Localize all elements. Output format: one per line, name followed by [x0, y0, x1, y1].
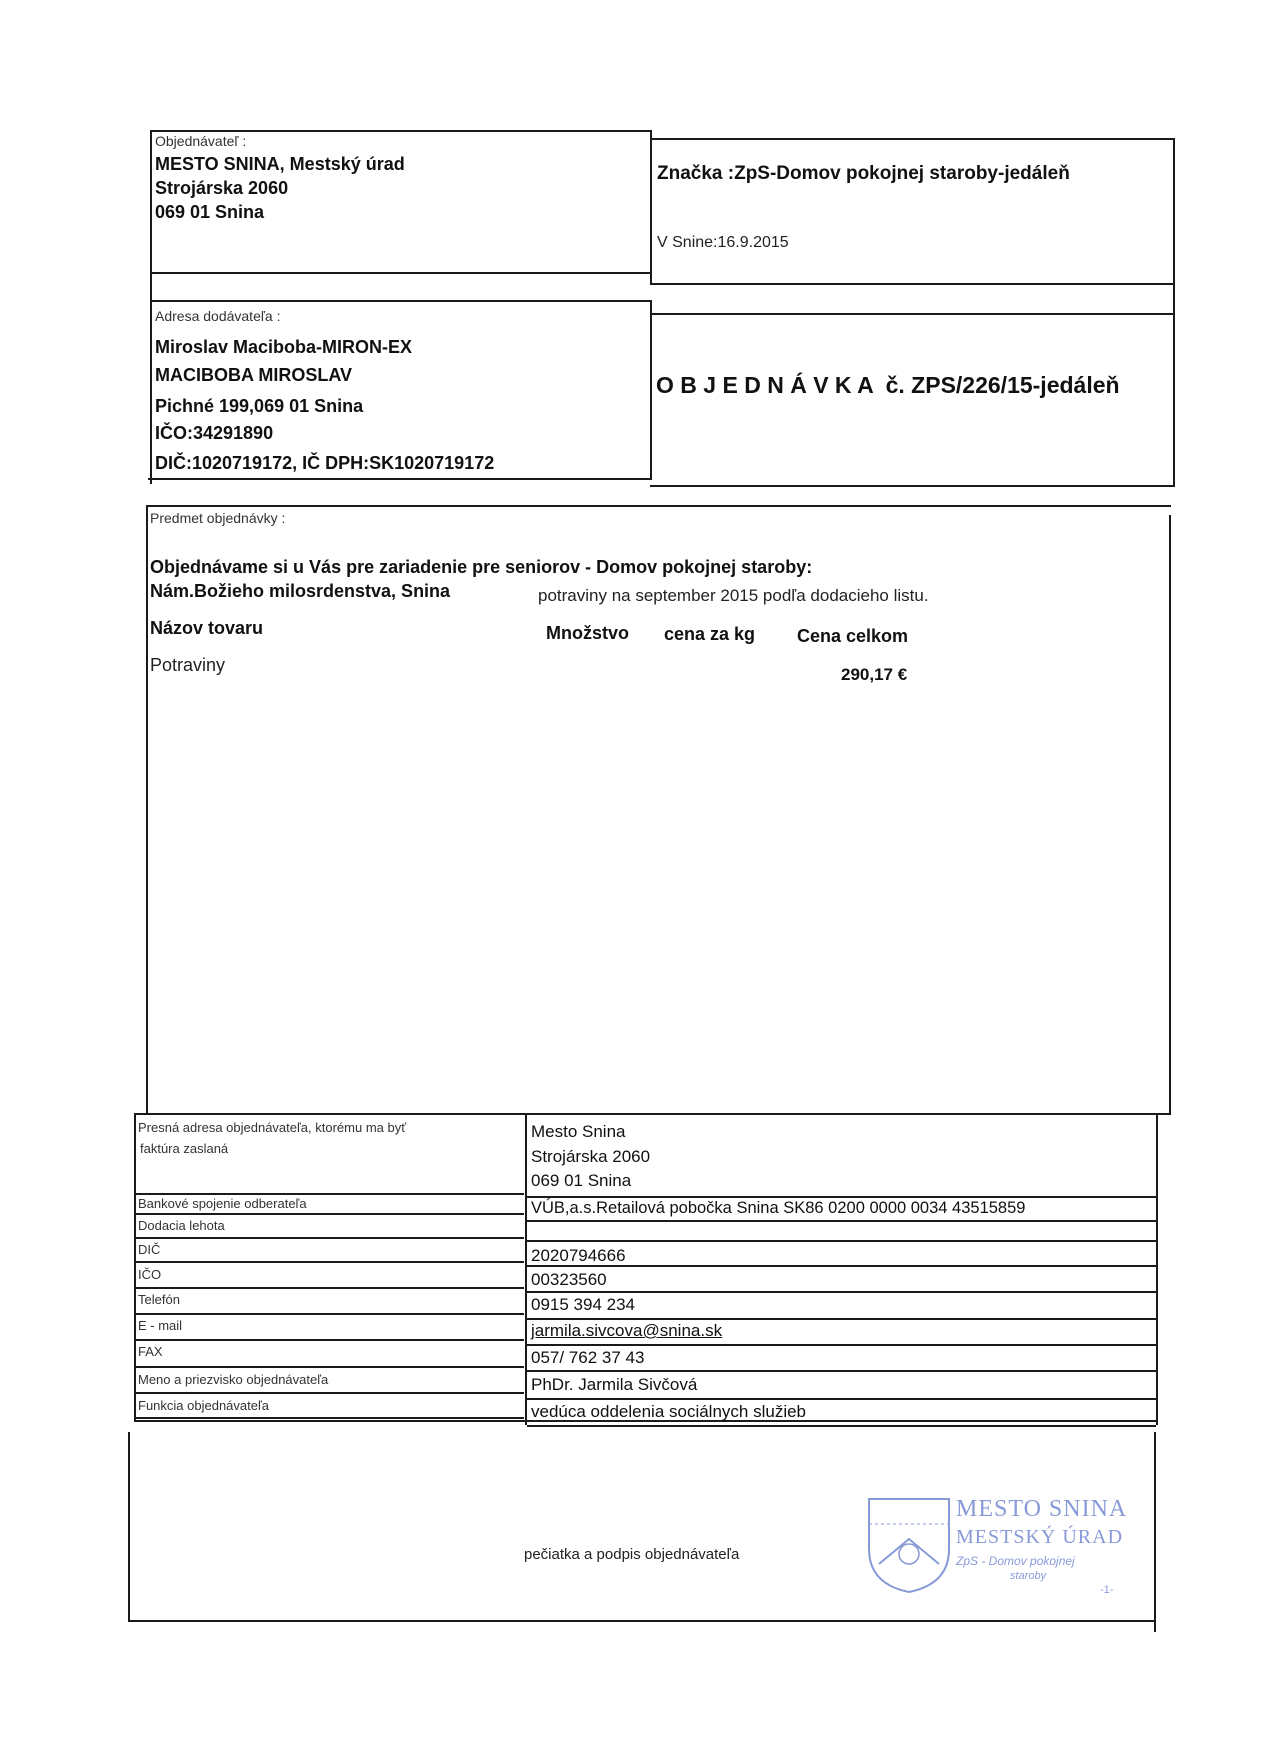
supplier-label: Adresa dodávateľa :: [155, 308, 281, 324]
order-title: O B J E D N Á V K A č. ZPS/226/15-jedáleň: [656, 372, 1120, 398]
subject-label: Predmet objednávky :: [150, 510, 286, 526]
invoice-address-label-2: faktúra zaslaná: [140, 1141, 229, 1156]
name-label: Meno a priezvisko objednávateľa: [138, 1372, 329, 1387]
bank-value: VÚB,a.s.Retailová pobočka Snina SK86 0200 0000 0034 43515859: [531, 1199, 1026, 1217]
item-total: 290,17 €: [841, 665, 908, 684]
supplier-address: Pichné 199,069 01 Snina: [155, 396, 364, 416]
dic-value: 2020794666: [531, 1246, 626, 1265]
orderer-city: 069 01 Snina: [155, 202, 265, 222]
ico-label: IČO: [138, 1267, 162, 1282]
stamp-line1: MESTO SNINA: [956, 1496, 1128, 1522]
function-value: vedúca oddelenia sociálnych služieb: [531, 1402, 807, 1421]
dic-label: DIČ: [138, 1242, 161, 1257]
coat-of-arms-icon: [864, 1494, 954, 1594]
fax-value: 057/ 762 37 43: [531, 1348, 645, 1367]
supplier-dic: DIČ:1020719172, IČ DPH:SK1020719172: [155, 453, 495, 473]
email-link[interactable]: jarmila.sivcova@snina.sk: [531, 1321, 723, 1340]
function-label: Funkcia objednávateľa: [138, 1398, 269, 1413]
signature-label: pečiatka a podpis objednávateľa: [524, 1546, 740, 1563]
stamp-line2: MESTSKÝ ÚRAD: [956, 1526, 1124, 1548]
phone-label: Telefón: [138, 1292, 180, 1307]
stamp-line5: -1-: [1100, 1584, 1114, 1596]
delivery-label: Dodacia lehota: [138, 1218, 225, 1233]
orderer-street: Strojárska 2060: [155, 178, 289, 198]
orderer-name: MESTO SNINA, Mestský úrad: [155, 154, 405, 174]
ico-value: 00323560: [531, 1270, 607, 1289]
subject-intro: Objednávame si u Vás pre zariadenie pre seniorov - Domov pokojnej staroby:: [150, 557, 813, 577]
supplier-owner: MACIBOBA MIROSLAV: [155, 365, 352, 385]
phone-value: 0915 394 234: [531, 1295, 635, 1314]
subject-note: potraviny na september 2015 podľa dodacieho listu.: [538, 586, 929, 605]
col-qty: Množstvo: [546, 623, 629, 643]
invoice-address-line2: Strojárska 2060: [531, 1147, 651, 1166]
stamp-line3: ZpS - Domov pokojnej: [956, 1554, 1075, 1568]
bank-label: Bankové spojenie odberateľa: [138, 1196, 307, 1211]
official-stamp: [860, 1488, 1145, 1604]
invoice-address-label-1: Presná adresa objednávateľa, ktorému ma byť: [138, 1120, 407, 1135]
name-value: PhDr. Jarmila Sivčová: [531, 1375, 698, 1394]
supplier-ico: IČO:34291890: [155, 423, 274, 443]
reference-mark: Značka :ZpS-Domov pokojnej staroby-jedáleň: [657, 163, 1070, 184]
place-date: V Snine:16.9.2015: [657, 234, 789, 251]
supplier-name: Miroslav Maciboba-MIRON-EX: [155, 337, 413, 357]
invoice-address-line3: 069 01 Snina: [531, 1171, 632, 1190]
item-name: Potraviny: [150, 655, 226, 675]
invoice-address-line1: Mesto Snina: [531, 1122, 626, 1141]
col-price: cena za kg: [664, 624, 756, 644]
fax-label: FAX: [138, 1344, 163, 1359]
orderer-label: Objednávateľ :: [155, 133, 247, 149]
col-total: Cena celkom: [797, 626, 909, 646]
email-label: E - mail: [138, 1318, 183, 1333]
col-item: Názov tovaru: [150, 618, 264, 638]
stamp-line4: staroby: [1010, 1570, 1047, 1582]
subject-location: Nám.Božieho milosrdenstva, Snina: [150, 581, 451, 601]
